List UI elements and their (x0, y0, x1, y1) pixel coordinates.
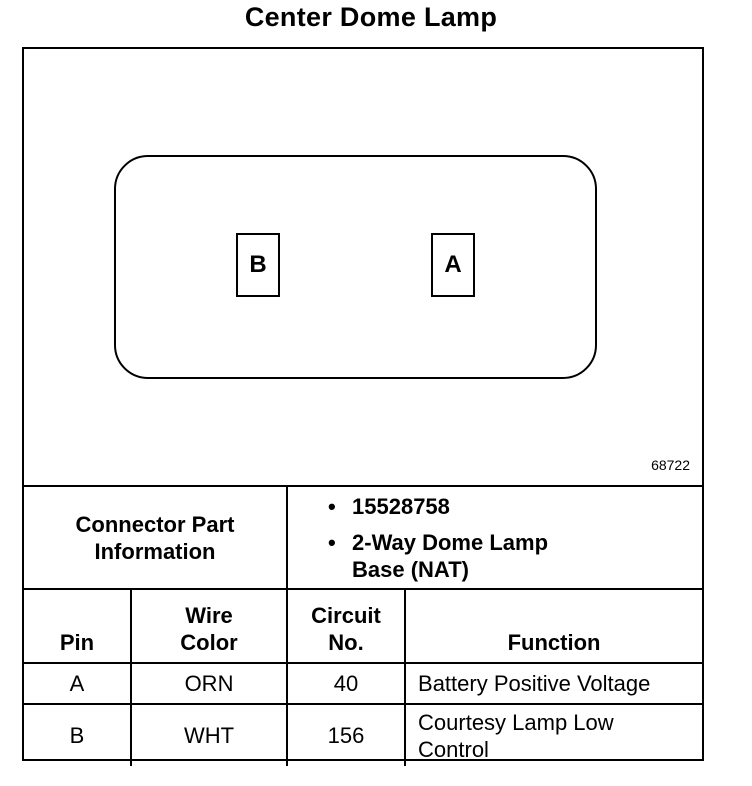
pin-b-label: B (249, 251, 267, 278)
connector-table (24, 485, 702, 766)
function-line2: Control (418, 736, 489, 762)
part-info-label-line1: Connector Part (75, 511, 235, 537)
header-function: Function (405, 589, 702, 663)
part-description-line2: Base (NAT) (352, 557, 469, 582)
header-row (24, 589, 702, 663)
pin-cell: B (24, 704, 131, 766)
pin-cell: A (24, 663, 131, 704)
pin-a-label: A (444, 251, 462, 278)
header-circuit (287, 589, 405, 663)
header-wire-color (131, 589, 287, 663)
function-line1: Courtesy Lamp Low (418, 709, 614, 735)
part-number: 15528758 (352, 494, 450, 519)
table-row (24, 704, 702, 766)
figure-id: 68722 (651, 457, 690, 473)
header-pin: Pin (24, 589, 131, 663)
function-line1: Battery Positive Voltage (418, 671, 651, 696)
pin-a-terminal (431, 233, 475, 297)
connector-diagram (24, 49, 702, 485)
part-info-values (287, 486, 702, 589)
circuit-cell: 156 (287, 704, 405, 766)
header-wire-color-line1: Wire (185, 603, 233, 628)
pin-b-terminal (236, 233, 280, 297)
part-info-row (24, 486, 702, 589)
header-wire-color-line2: Color (180, 630, 238, 655)
wire-color-cell: ORN (131, 663, 287, 704)
bullet-icon: • (328, 494, 336, 519)
part-info-label-line2: Information (94, 538, 216, 564)
circuit-cell: 40 (287, 663, 405, 704)
wire-color-cell: WHT (131, 704, 287, 766)
bullet-icon: • (328, 530, 336, 555)
page-title: Center Dome Lamp (244, 2, 498, 32)
header-circuit-line2: No. (328, 630, 364, 655)
header-circuit-line1: Circuit (311, 603, 381, 628)
connector-body (114, 155, 597, 379)
part-description-line1: 2-Way Dome Lamp (352, 530, 549, 555)
table-row (24, 663, 702, 704)
function-cell (405, 663, 702, 704)
part-number-item (328, 493, 702, 520)
connector-frame (22, 47, 704, 761)
part-description-item (328, 529, 702, 583)
function-cell (405, 704, 702, 766)
part-info-label (24, 486, 287, 589)
